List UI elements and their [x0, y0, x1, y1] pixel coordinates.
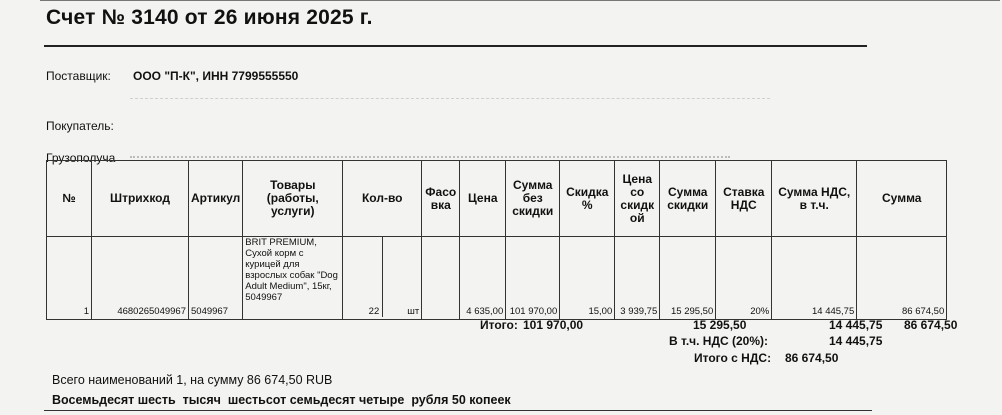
itogo-value: 101 970,00	[523, 318, 584, 332]
header-vat-sum: Сумма НДС, в т.ч.	[772, 161, 857, 237]
cell-discount-sum: 15 295,50	[660, 237, 716, 320]
header-discount-sum: Сумма скидки	[660, 161, 716, 237]
amount-in-words: Восемьдесят шесть тысяч шестьсот семьдесят четыре рубля 50 копеек	[52, 393, 511, 407]
header-qty: Кол-во	[343, 161, 422, 237]
discount-total: 15 295,50	[693, 318, 747, 332]
header-barcode: Штрихкод	[92, 161, 189, 237]
invoice-title: Счет № 3140 от 26 июня 2025 г.	[46, 6, 373, 29]
items-summary: Всего наименований 1, на сумму 86 674,50 RUB	[52, 373, 333, 387]
vat-label: В т.ч. НДС (20%):	[669, 334, 769, 348]
cell-qty: 22	[343, 237, 383, 317]
cell-discount-pct: 15,00	[560, 237, 615, 320]
header-total: Сумма	[857, 161, 947, 237]
cell-sum-no-discount: 101 970,00	[506, 237, 560, 320]
supplier-rule	[130, 98, 770, 99]
with-vat-label: Итого с НДС:	[694, 351, 772, 365]
header-price-discount: Цена со скидк ой	[615, 161, 660, 237]
itogo-label: Итого:	[480, 318, 518, 332]
header-num: №	[47, 161, 92, 237]
header-sum-no-discount: Сумма без скидки	[506, 161, 560, 237]
header-goods: Товары (работы, услуги)	[243, 161, 343, 237]
header-price: Цена	[460, 161, 506, 237]
consignee-faded-text	[130, 156, 730, 158]
bottom-rule	[44, 410, 872, 411]
header-article: Артикул	[189, 161, 243, 237]
cell-unit: шт	[407, 306, 420, 317]
cell-goods-name: BRIT PREMIUM, Сухой корм с курицей для взрослых собак "Dog Adult Medium", 15кг, 5049967	[243, 237, 343, 320]
grand-total: 86 674,50	[904, 318, 958, 332]
table-header-row	[47, 161, 947, 237]
cell-qty-group	[343, 237, 422, 320]
goods-table	[46, 160, 947, 320]
cell-vat-sum: 14 445,75	[772, 237, 857, 320]
vat-total: 14 445,75	[829, 318, 883, 332]
supplier-value: ООО "П-К", ИНН 7799555550	[133, 69, 299, 83]
cell-price-discount: 3 939,75	[615, 237, 660, 320]
header-discount-pct: Скидка %	[560, 161, 615, 237]
consignee-label: Грузополуча	[46, 151, 116, 165]
with-vat-value: 86 674,50	[785, 351, 839, 365]
header-pack: Фасо вка	[422, 161, 460, 237]
cell-article: 5049967	[189, 237, 243, 320]
cell-vat-rate: 20%	[716, 237, 772, 320]
table-row	[47, 237, 947, 320]
vat-value: 14 445,75	[829, 334, 883, 348]
cell-price: 4 635,00	[460, 237, 506, 320]
top-edge-line	[40, 0, 1000, 1]
buyer-label: Покупатель:	[46, 119, 114, 133]
cell-total: 86 674,50	[857, 237, 947, 320]
cell-num: 1	[47, 237, 92, 320]
cell-barcode: 4680265049967	[92, 237, 189, 320]
header-vat-rate: Ставка НДС	[716, 161, 772, 237]
cell-pack	[422, 237, 460, 320]
supplier-label: Поставщик:	[46, 69, 111, 83]
title-underline	[44, 45, 867, 47]
